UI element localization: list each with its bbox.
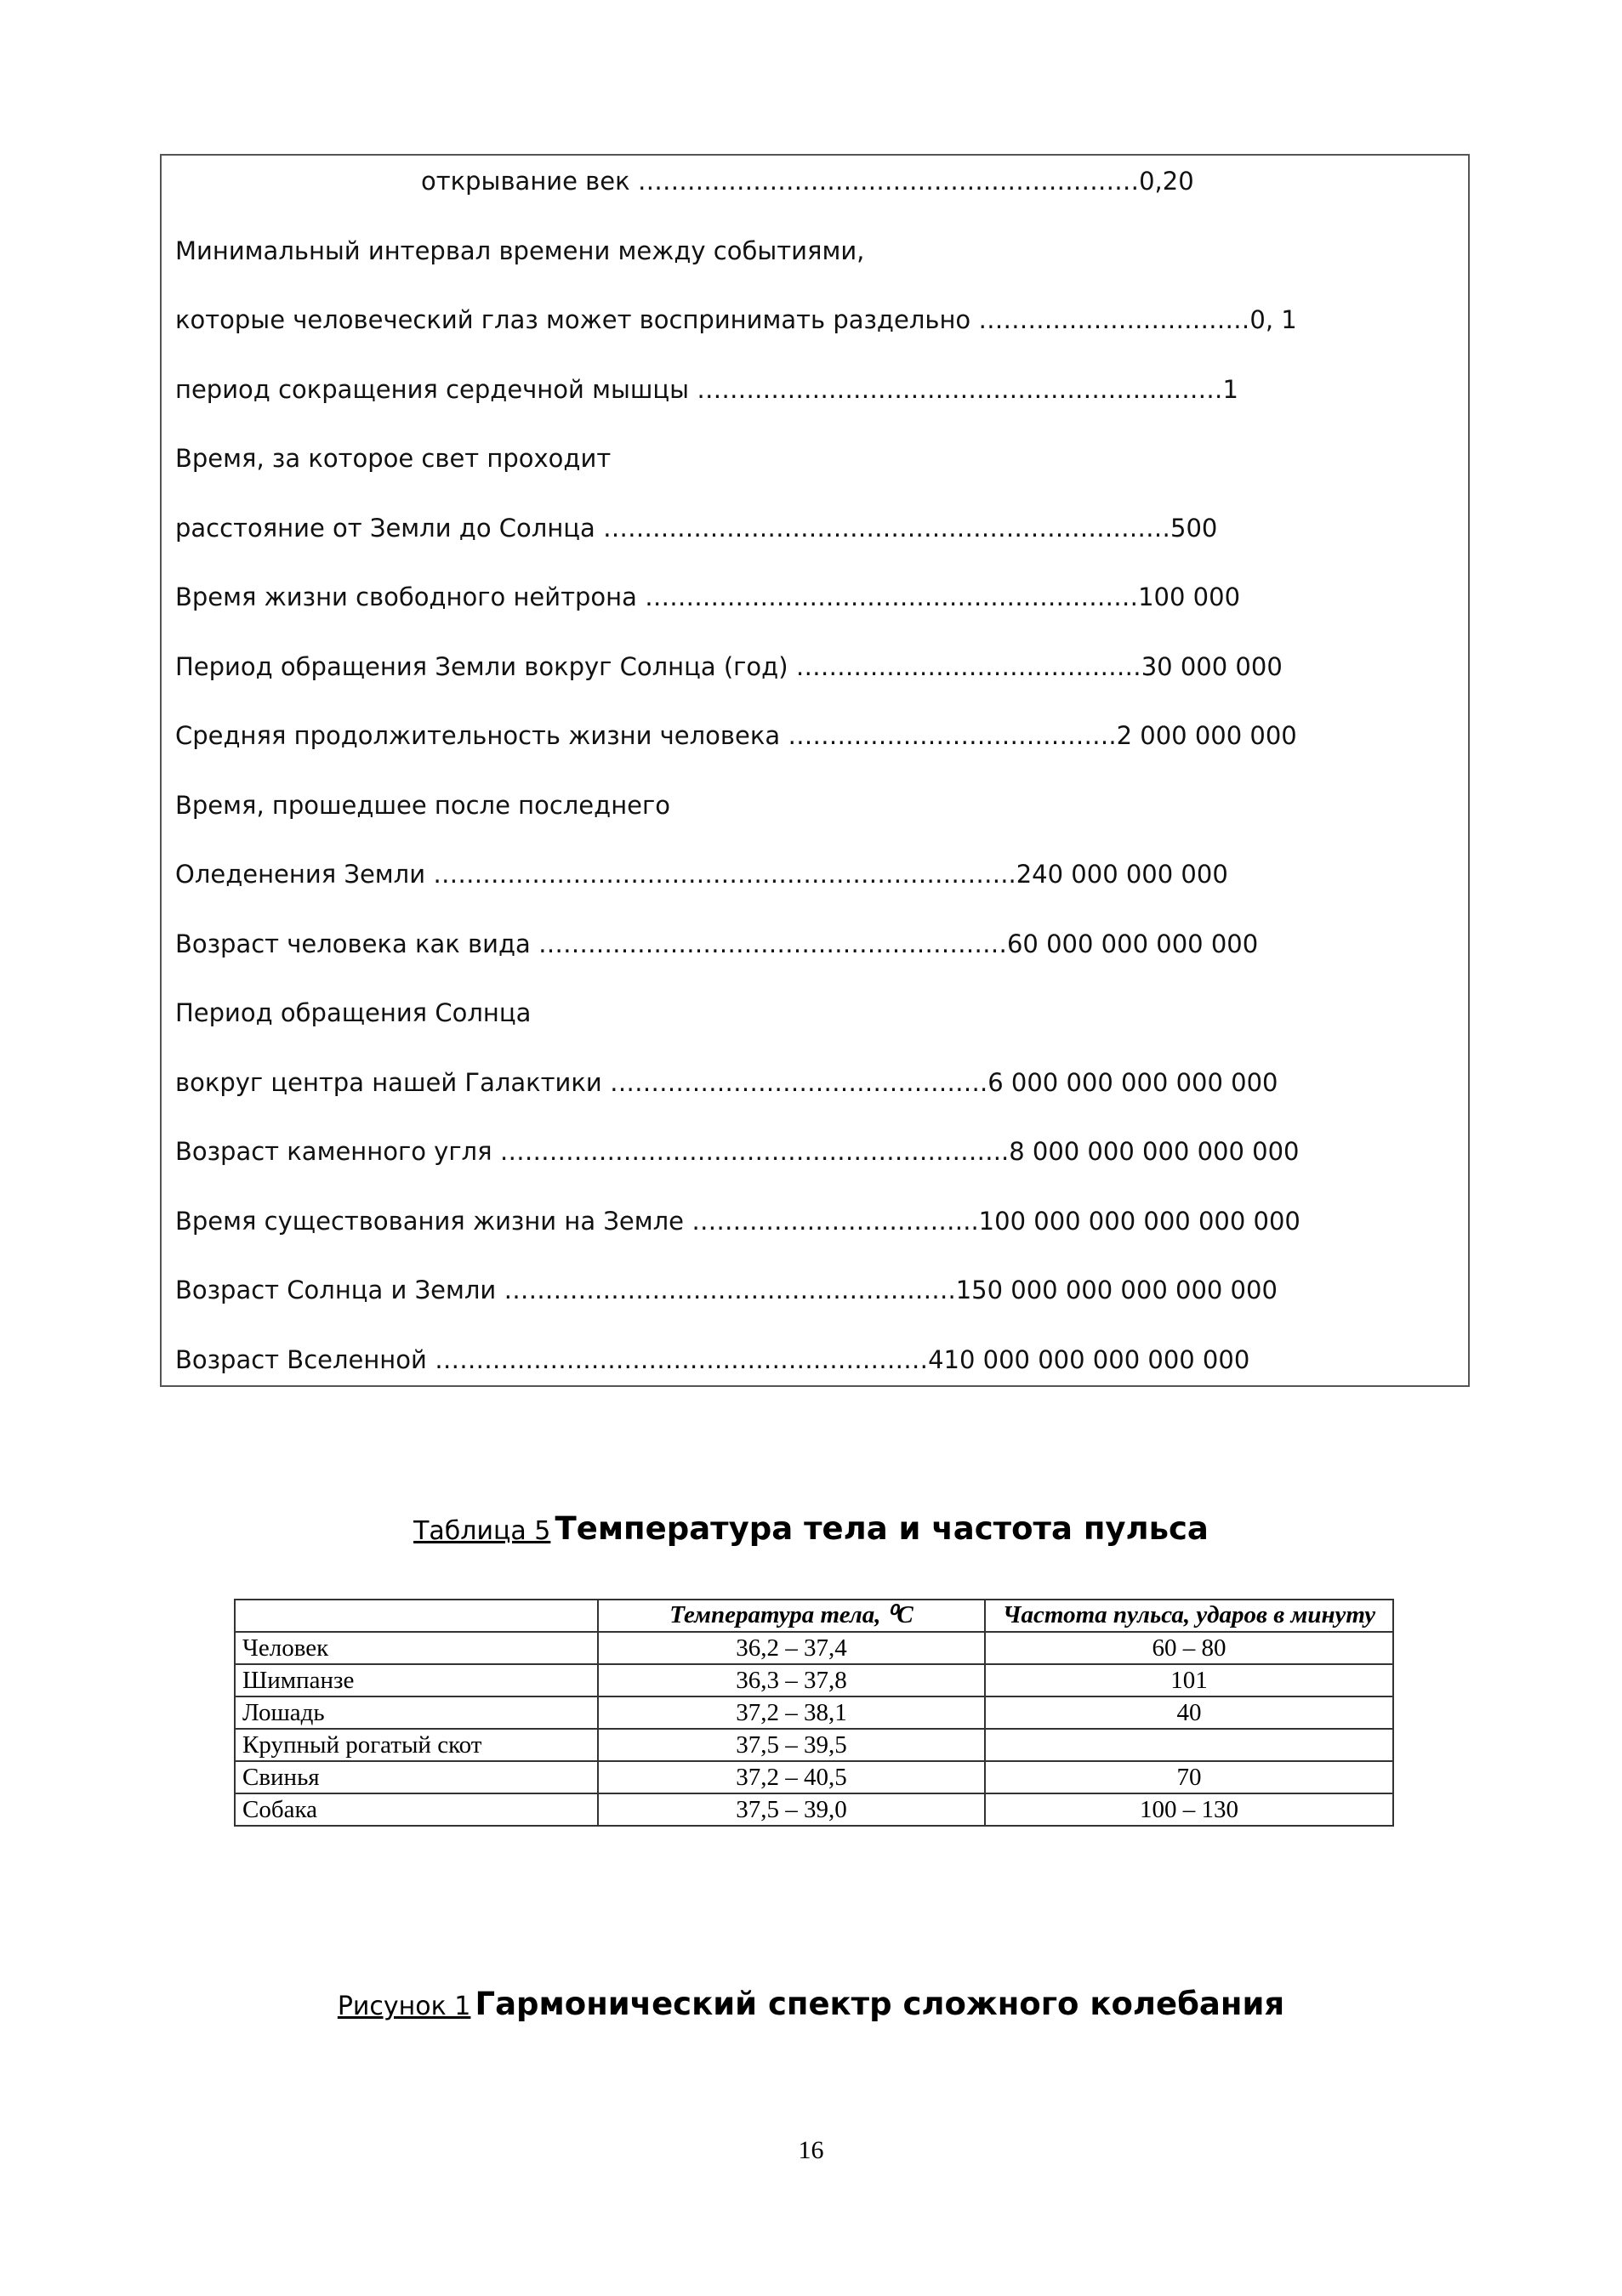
table-label: Таблица 5 [413,1516,551,1546]
table-header-cell: Температура тела, ⁰С [598,1600,985,1632]
box-line: Время, прошедшее после последнего [175,791,670,820]
box-line: вокруг центра нашей Галактики ……………………………………….6 000 000 000 000 000 [175,1068,1278,1097]
box-line: Оледенения Земли ……………………………………………………………..240 000 000 000 [175,860,1228,889]
table-cell: Лошадь [235,1696,598,1729]
table-cell: 36,2 – 37,4 [598,1632,985,1664]
box-line: Время жизни свободного нейтрона ……………………………………………………100 000 [175,583,1241,611]
table-cell: 40 [985,1696,1393,1729]
table-cell: 100 – 130 [985,1793,1393,1826]
table-cell: 70 [985,1761,1393,1793]
box-line: Возраст Солнца и Земли ……………………………………………….150 000 000 000 000 000 [175,1276,1278,1304]
box-line: период сокращения сердечной мышцы ………………………………………………….……1 [175,375,1238,404]
box-line: Время существования жизни на Земле ……………………………..100 000 000 000 000 000 [175,1207,1300,1236]
box-line: Средняя продолжительность жизни человека ………………………………….2 000 000 000 [175,721,1297,750]
figure-label: Рисунок 1 [337,1992,471,2021]
table-cell: Собака [235,1793,598,1826]
box-line: Период обращения Солнца [175,998,532,1027]
table-caption [0,1510,1622,1547]
box-line: которые человеческий глаз может воспринимать раздельно ……………………………0, 1 [175,305,1297,334]
table-row [235,1793,1393,1826]
table-row [235,1761,1393,1793]
box-line: Время, за которое свет проходит [175,444,612,473]
table-cell: 60 – 80 [985,1632,1393,1664]
box-line: Возраст Вселенной ……………………………………………………410 000 000 000 000 000 [175,1345,1250,1374]
table-cell: Крупный рогатый скот [235,1729,598,1761]
table-cell [985,1729,1393,1761]
table-cell: 37,5 – 39,5 [598,1729,985,1761]
table-row [235,1696,1393,1729]
box-line: открывание век …………………………………….………………0,20 [421,167,1194,196]
table-header-cell [235,1600,598,1632]
table-cell: Шимпанзе [235,1664,598,1696]
table-cell: 37,5 – 39,0 [598,1793,985,1826]
box-line: Период обращения Земли вокруг Солнца (год) ……………………………………30 000 000 [175,652,1283,681]
table-header-row [235,1600,1393,1632]
box-line: Минимальный интервал времени между событиями, [175,236,865,265]
figure-title: Гармонический спектр сложного колебания [475,1986,1285,2022]
table-cell: Свинья [235,1761,598,1793]
box-line: расстояние от Земли до Солнца ……………………………………………………………500 [175,514,1218,543]
table-cell: 36,3 – 37,8 [598,1664,985,1696]
page-number: 16 [798,2136,824,2164]
table-cell: 37,2 – 38,1 [598,1696,985,1729]
table-header-cell: Частота пульса, ударов в минуту [985,1600,1393,1632]
table-title: Температура тела и частота пульса [555,1510,1209,1547]
table-row [235,1729,1393,1761]
figure-caption [0,1986,1622,2022]
box-line: Возраст человека как вида …………………………………………………60 000 000 000 000 [175,929,1259,958]
table-row [235,1632,1393,1664]
table-cell: 101 [985,1664,1393,1696]
temperature-pulse-table [234,1599,1394,1827]
box-line: Возраст каменного угля ……………………………………………………..8 000 000 000 000 000 [175,1137,1300,1166]
time-scale-box [160,154,1470,1387]
table-row [235,1664,1393,1696]
table-cell: 37,2 – 40,5 [598,1761,985,1793]
table-cell: Человек [235,1632,598,1664]
